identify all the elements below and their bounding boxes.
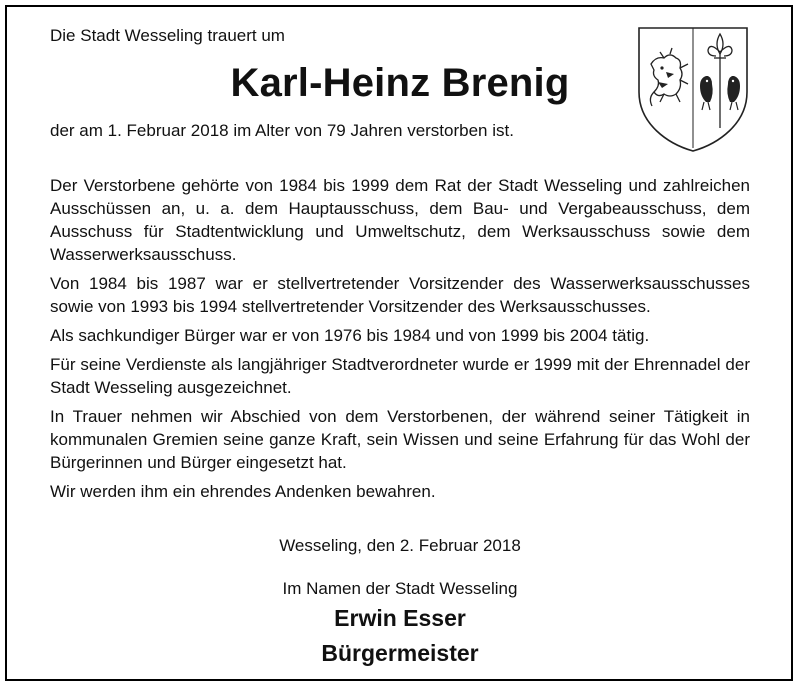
signer-name: Erwin Esser [334,605,466,631]
body-paragraph: Als sachkundiger Bürger war er von 1976 bis 1984 und von 1999 bis 2004 tätig. [50,326,650,345]
coat-of-arms-icon [636,24,750,154]
deceased-name: Karl-Heinz Brenig [230,61,570,105]
body-paragraph: In Trauer nehmen wir Abschied von dem Verstorbenen, der während seiner Tätigkeit in kommunalen Gremien seine ganze Kraft, sein Wissen und seine Erfahrung für das Wohl der Bürgerinnen und Bürger eingesetzt hat. [50,407,750,472]
on-behalf-text: Im Namen der Stadt Wesseling [282,579,518,598]
body-paragraph: Für seine Verdienste als langjähriger Stadtverordneter wurde er 1999 mit der Ehrennadel der Stadt Wesseling ausgezeichnet. [50,355,750,397]
dateline: Wesseling, den 2. Februar 2018 [279,536,521,555]
body-paragraph: Wir werden ihm ein ehrendes Andenken bewahren. [50,482,436,501]
body-paragraph: Von 1984 bis 1987 war er stellvertretender Vorsitzender des Wasserwerksausschusses sowie von 1993 bis 1994 stellvertretender Vorsitzender des Werksausschusses. [50,274,750,316]
intro-text: Die Stadt Wesseling trauert um [50,26,285,45]
body-paragraph: Der Verstorbene gehörte von 1984 bis 1999 dem Rat der Stadt Wesseling und zahlreichen Ausschüssen an, u. a. dem Hauptausschuss, dem Bau- und Vergabeausschuss, dem Ausschuss für Stadtentwicklung und Umweltschutz, dem Werksausschuss sowie dem Wasserwerksausschuss. [50,176,750,264]
notice-body [50,174,750,509]
signer-title: Bürgermeister [321,640,479,666]
death-details: der am 1. Februar 2018 im Alter von 79 Jahren verstorben ist. [50,121,514,140]
